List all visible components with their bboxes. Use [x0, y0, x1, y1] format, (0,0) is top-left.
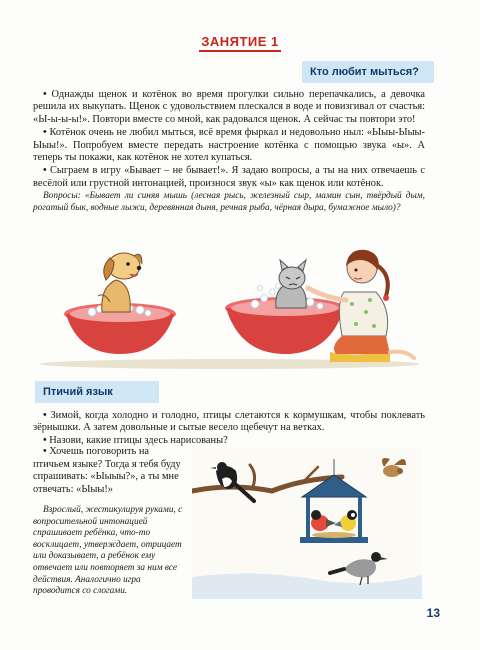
lesson-title-text: ЗАНЯТИЕ 1	[199, 34, 281, 52]
paragraph-text: Назови, какие птицы здесь нарисованы?	[49, 434, 228, 446]
section2-text	[33, 410, 425, 447]
puppy	[98, 253, 142, 312]
paragraph-text: Котёнок очень не любил мыться, всё время фыркал и недовольно ныл: «Ыыы-Ыыы-Ыыы!». Попробуем вместе передать настроение котёнка с помощью звука «ы». А теперь ты покажи, как котёнок не хотел купаться.	[33, 127, 425, 164]
paragraph	[33, 127, 425, 164]
paragraph-text: Сыграем в игру «Бывает – не бывает!». Я задаю вопросы, а ты на них отвечаешь с весёлой или грустной интонацией, произнося звук «ы» как щенок или котёнок.	[33, 165, 425, 189]
bird-dialogue-text	[33, 446, 183, 496]
page-number: 13	[426, 606, 440, 620]
paragraph	[33, 446, 183, 496]
kitten	[276, 260, 306, 308]
paragraph	[33, 165, 425, 190]
lesson-title	[0, 34, 480, 49]
section-title: Кто любит мыться?	[310, 66, 419, 78]
bullet-mark: •	[43, 165, 47, 177]
bullet-mark: •	[43, 446, 47, 457]
section-title: Птичий язык	[43, 386, 113, 398]
bullet-mark: •	[43, 434, 47, 446]
paragraph	[33, 89, 425, 126]
bathing-illustration	[30, 232, 430, 370]
paragraph-text: Однажды щенок и котёнок во время прогулки сильно перепачкались, а девочка решила их выкупать. Щенок с удовольствием плескался в воде и повизгивал от счастья: «Ы-ы-ы-ы!». Повтори вместе со мной, как радовался щенок. А сейчас ты повтори это!	[33, 89, 425, 125]
bullet-mark: •	[43, 410, 47, 421]
section-banner-bird-language	[35, 381, 159, 403]
bullet-mark: •	[43, 127, 47, 139]
bird-feeder-illustration	[192, 449, 422, 599]
questions-paragraph: Вопросы: «Бывает ли синяя мышь (лесная рысь, железный сыр, мамин сын, твёрдый дым, рогатый бык, водные лыжи, деревянная дыня, речная рыба, чёрная дыра, бумажное мыло)?	[33, 191, 425, 213]
section1-text	[33, 89, 425, 215]
paragraph-text: Зимой, когда холодно и голодно, птицы слетаются к кормушкам, чтобы поклевать зёрнышки. А затем довольные и сытые весело щебечут на ветках.	[33, 410, 425, 434]
paragraph-text: Хочешь поговорить на птичьем языке? Тогда я тебя буду спрашивать: «Ыыыы?», а ты мне отвечать: «Ыыы!»	[33, 446, 181, 495]
adult-instruction-note	[33, 505, 183, 598]
instruction-text: Взрослый, жестикулируя руками, с вопросительной интонацией спрашивает ребёнка, что-то восклицает, утверждает, отрицает или доказывает, а ребёнок ему отвечает или повторяет за ним все действия. Аналогично игра проводится со слогами.	[33, 505, 183, 597]
section-banner-who-likes-washing	[302, 61, 434, 83]
paragraph	[33, 410, 425, 435]
bullet-mark: •	[43, 89, 47, 100]
